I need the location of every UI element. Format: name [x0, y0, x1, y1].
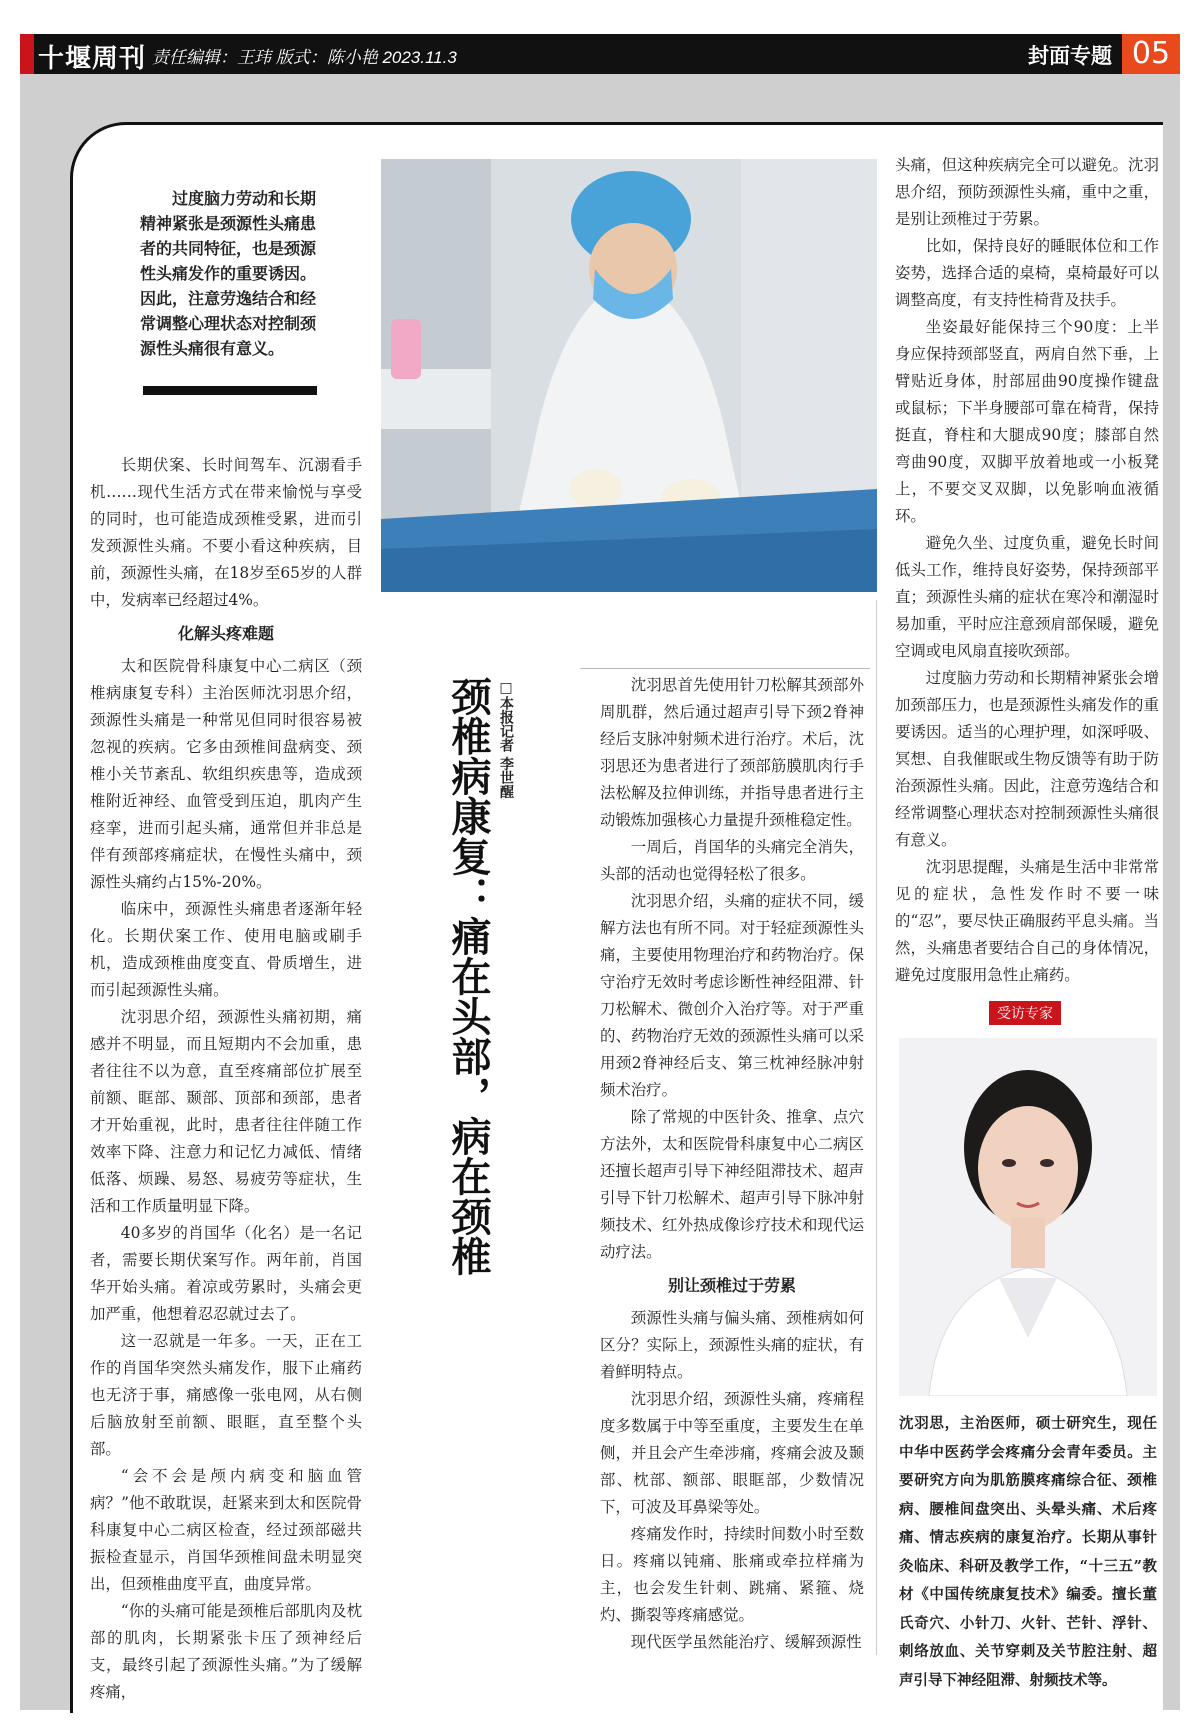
paragraph: 坐姿最好能保持三个90度：上半身应保持颈部竖直，两肩自然下垂，上臂贴近身体，肘部屈曲90度操作键盘或鼠标；下半身腰部可靠在椅背，保持挺直，脊柱和大腿成90度；膝部自然弯曲90度，双脚平放着地或一小板凳上，不要交叉双脚，以免影响血液循环。: [895, 318, 1159, 525]
expert-caption: 沈羽思，主治医师，硕士研究生，现任中华中医药学会疼痛分会青年委员。主要研究方向为肌筋膜疼痛综合征、颈椎病、腰椎间盘突出、头晕头痛、术后疼痛、情志疾病的康复治疗。长期从事针灸临床、科研及教学工作，“十三五”教材《中国传统康复技术》编委。擅长董氏奇穴、小针刀、火针、芒针、浮针、刺络放血、关节穿刺及关节腔注射、超声引导下神经阻滞、射频技术等。: [899, 1415, 1157, 1689]
column-divider-top: [580, 668, 870, 669]
paragraph: 疼痛发作时，持续时间数小时至数日。疼痛以钝痛、胀痛或牵拉样痛为主，也会发生针刺、跳痛、紧箍、烧灼、撕裂等疼痛感觉。: [600, 1525, 864, 1624]
paragraph: 避免久坐、过度负重，避免长时间低头工作，维持良好姿势，保持颈部平直；颈源性头痛的症状在寒冷和潮湿时易加重，平时应注意颈肩部保暖，避免空调或电风扇直接吹颈部。: [895, 534, 1159, 660]
paragraph: 现代医学虽然能治疗、缓解颈源性: [630, 1633, 862, 1651]
expert-tag: 受访专家: [989, 1001, 1061, 1025]
column-2: [600, 672, 864, 1656]
paragraph: 40多岁的肖国华（化名）是一名记者，需要长期伏案写作。两年前，肖国华开始头痛。着凉或劳累时，头痛会更加严重，他想着忍忍就过去了。: [90, 1224, 362, 1323]
subheading-2: 别让颈椎过于劳累: [667, 1276, 796, 1295]
paragraph: “会不会是颅内病变和脑血管病？”他不敢耽误，赶紧来到太和医院骨科康复中心二病区检查，经过颈部磁共振检查显示，肖国华颈椎间盘未明显突出，但颈椎曲度平直，曲度异常。: [90, 1467, 362, 1593]
section-title: 封面专题: [1028, 44, 1112, 68]
paragraph: 长期伏案、长时间驾车、沉溺看手机……现代生活方式在带来愉悦与享受的同时，也可能造成颈椎受累，进而引发颈源性头痛。不要小看这种疾病，目前，颈源性头痛，在18岁至65岁的人群中，发病率已经超过4%。: [90, 456, 362, 609]
paragraph: 过度脑力劳动和长期精神紧张会增加颈部压力，也是颈源性头痛发作的重要诱因。适当的心理护理，如深呼吸、冥想、自我催眠或生物反馈等有助于防治颈源性头痛。因此，注意劳逸结合和经常调整心理状态对控制颈源性头痛很有意义。: [895, 669, 1159, 849]
paragraph: 比如，保持良好的睡眠体位和工作姿势，选择合适的桌椅，桌椅最好可以调整高度，有支持性椅背及扶手。: [895, 237, 1159, 309]
paragraph: “你的头痛可能是颈椎后部肌肉及枕部的肌肉，长期紧张卡压了颈神经后支，最终引起了颈源性头痛。”为了缓解疼痛，: [90, 1602, 362, 1701]
lead-summary: 过度脑力劳动和长期精神紧张是颈源性头痛患者的共同特征，也是颈源性头痛发作的重要诱因。因此，注意劳逸结合和经常调整心理状态对控制颈源性头痛很有意义。: [140, 189, 317, 358]
page-header: [20, 34, 1180, 74]
procedure-photo: [381, 159, 877, 592]
paragraph: 太和医院骨科康复中心二病区（颈椎病康复专科）主治医师沈羽思介绍，颈源性头痛是一种常见但同时很容易被忽视的疾病。它多由颈椎间盘病变、颈椎小关节紊乱、软组织疾患等，造成颈椎附近神经、血管受到压迫，肌肉产生痉挛，进而引起头痛，通常但并非总是伴有颈部疼痛症状，在慢性头痛中，颈源性头痛约占15%-20%。: [90, 657, 362, 891]
subheading-1: 化解头疼难题: [177, 624, 274, 643]
expert-portrait: [899, 1038, 1157, 1396]
paragraph: 头痛，但这种疾病完全可以避免。沈羽思介绍，预防颈源性头痛，重中之重，是别让颈椎过于劳累。: [895, 156, 1159, 228]
paragraph: 一周后，肖国华的头痛完全消失，头部的活动也觉得轻松了很多。: [600, 838, 864, 883]
page-number: 05: [1122, 34, 1180, 74]
paragraph: 沈羽思介绍，颈源性头痛，疼痛程度多数属于中等至重度，主要发生在单侧，并且会产生牵涉痛，疼痛会波及颞部、枕部、额部、眼眶部，少数情况下，可波及耳鼻梁等处。: [600, 1390, 864, 1516]
masthead-title: 十堰周刊: [38, 44, 147, 74]
column-3: [895, 152, 1159, 989]
paragraph: 沈羽思介绍，头痛的症状不同，缓解方法也有所不同。对于轻症颈源性头痛，主要使用物理治疗和药物治疗。保守治疗无效时考虑诊断性神经阻滞、针刀松解术、微创介入治疗等。对于严重的、药物治疗无效的颈源性头痛可以采用颈2脊神经后支、第三枕神经脉冲射频术治疗。: [600, 892, 864, 1099]
lead-divider: [143, 386, 317, 395]
paragraph: 沈羽思提醒，头痛是生活中非常常见的症状，急性发作时不要一味的“忍”，要尽快正确服药平息头痛。当然，头痛患者要结合自己的身体情况，避免过度服用急性止痛药。: [895, 858, 1159, 984]
paragraph: 除了常规的中医针灸、推拿、点穴方法外，太和医院骨科康复中心二病区还擅长超声引导下神经阻滞技术、超声引导下针刀松解术、超声引导下脉冲射频技术、红外热成像诊疗技术和现代运动疗法。: [600, 1108, 864, 1261]
paragraph: 沈羽思首先使用针刀松解其颈部外周肌群，然后通过超声引导下颈2脊神经后支脉冲射频术进行治疗。术后，沈羽思还为患者进行了颈部筋膜肌肉行手法松解及拉伸训练，并指导患者进行主动锻炼加强核心力量提升颈椎稳定性。: [600, 676, 864, 829]
brand-mark: [20, 34, 34, 74]
article-byline: □本报记者 李世醒: [498, 680, 514, 799]
editor-line: 责任编辑：王玮 版式：陈小艳 2023.11.3: [152, 48, 457, 67]
paragraph: 这一忍就是一年多。一天，正在工作的肖国华突然头痛发作，服下止痛药也无济于事，痛感像一张电网，从右侧后脑放射至前额、眼眶，直至整个头部。: [90, 1332, 362, 1458]
column-1: [90, 452, 362, 1706]
article-headline: 颈椎病康复：痛在头部，病在颈椎: [445, 676, 492, 1276]
paragraph: 临床中，颈源性头痛患者逐渐年轻化。长期伏案工作、使用电脑或刷手机，造成颈椎曲度变直、骨质增生，进而引起颈源性头痛。: [90, 900, 362, 999]
paragraph: 颈源性头痛与偏头痛、颈椎病如何区分？实际上，颈源性头痛的症状，有着鲜明特点。: [600, 1309, 864, 1381]
column-divider: [876, 600, 877, 1655]
paragraph: 沈羽思介绍，颈源性头痛初期，痛感并不明显，而且短期内不会加重，患者往往不以为意，直至疼痛部位扩展至前额、眶部、颞部、顶部和颈部，患者才开始重视，此时，患者往往伴随工作效率下降、注意力和记忆力减低、情绪低落、烦躁、易怒、易疲劳等症状，生活和工作质量明显下降。: [90, 1008, 362, 1215]
